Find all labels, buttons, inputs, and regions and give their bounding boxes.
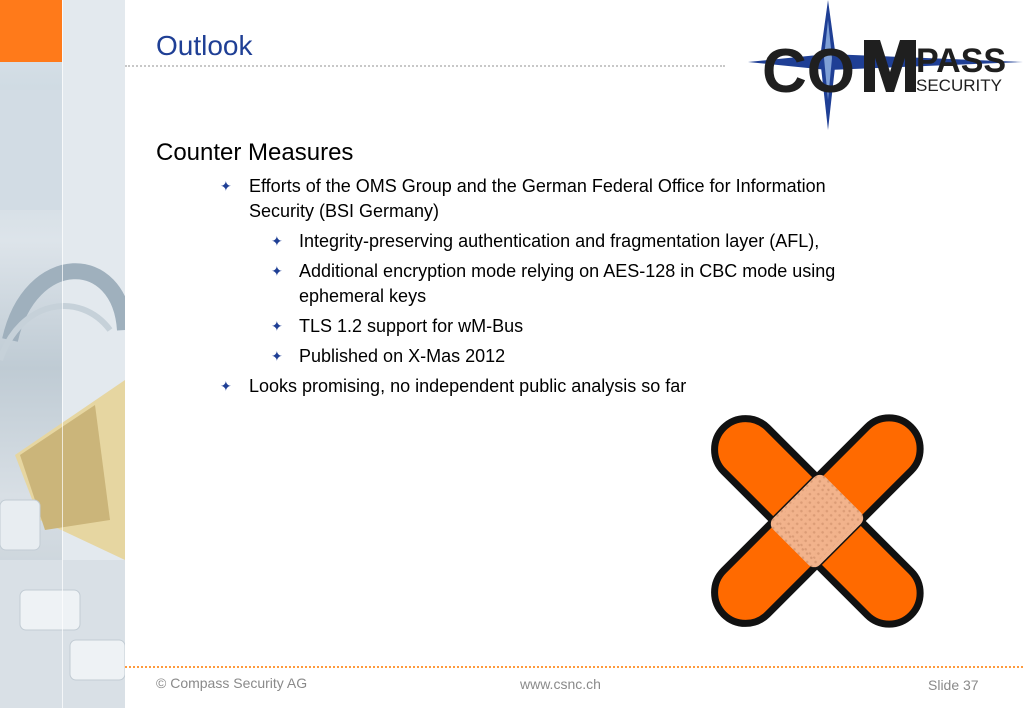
sub-bullet-text-4: Published on X-Mas 2012 [299, 346, 506, 366]
bullet-icon: ✦ [271, 233, 283, 249]
crossed-bandage-icon [700, 408, 935, 633]
bullet-icon: ✦ [271, 263, 283, 279]
footer-website: www.csnc.ch [520, 676, 601, 692]
footer-divider [125, 666, 1023, 668]
sub-bullet-text-2-line2: ephemeral keys [299, 286, 427, 306]
bullet-icon: ✦ [271, 318, 283, 334]
orange-accent-square [0, 0, 62, 62]
bullet-text-1-line2: Security (BSI Germany) [249, 201, 440, 221]
bullet-text-1-line1: Efforts of the OMS Group and the German Federal Office for Information [249, 176, 826, 196]
section-heading: Counter Measures [156, 139, 354, 166]
logo-text-security: SECURITY [916, 76, 1002, 95]
sub-bullet-text-1: Integrity-preserving authentication and fragmentation layer (AFL), [299, 231, 820, 251]
bullet-icon: ✦ [271, 348, 283, 364]
bullet-icon: ✦ [220, 378, 232, 394]
sub-bullet-text-3: TLS 1.2 support for wM-Bus [299, 316, 524, 336]
title-divider [125, 65, 725, 67]
strip-divider [62, 0, 63, 708]
compass-security-logo [748, 0, 1023, 130]
bullet-text-2: Looks promising, no independent public analysis so far [249, 376, 687, 396]
sub-bullet-text-2-line1: Additional encryption mode relying on AES-128 in CBC mode using [299, 261, 836, 281]
bullet-icon: ✦ [220, 178, 232, 194]
logo-text-pass: PASS [916, 42, 1007, 80]
logo-text-co: CO [762, 37, 855, 106]
slide-title: Outlook [156, 30, 253, 61]
slide-number: Slide 37 [928, 677, 979, 693]
footer-copyright: © Compass Security AG [156, 675, 308, 691]
decorative-padlock-image [0, 0, 125, 708]
